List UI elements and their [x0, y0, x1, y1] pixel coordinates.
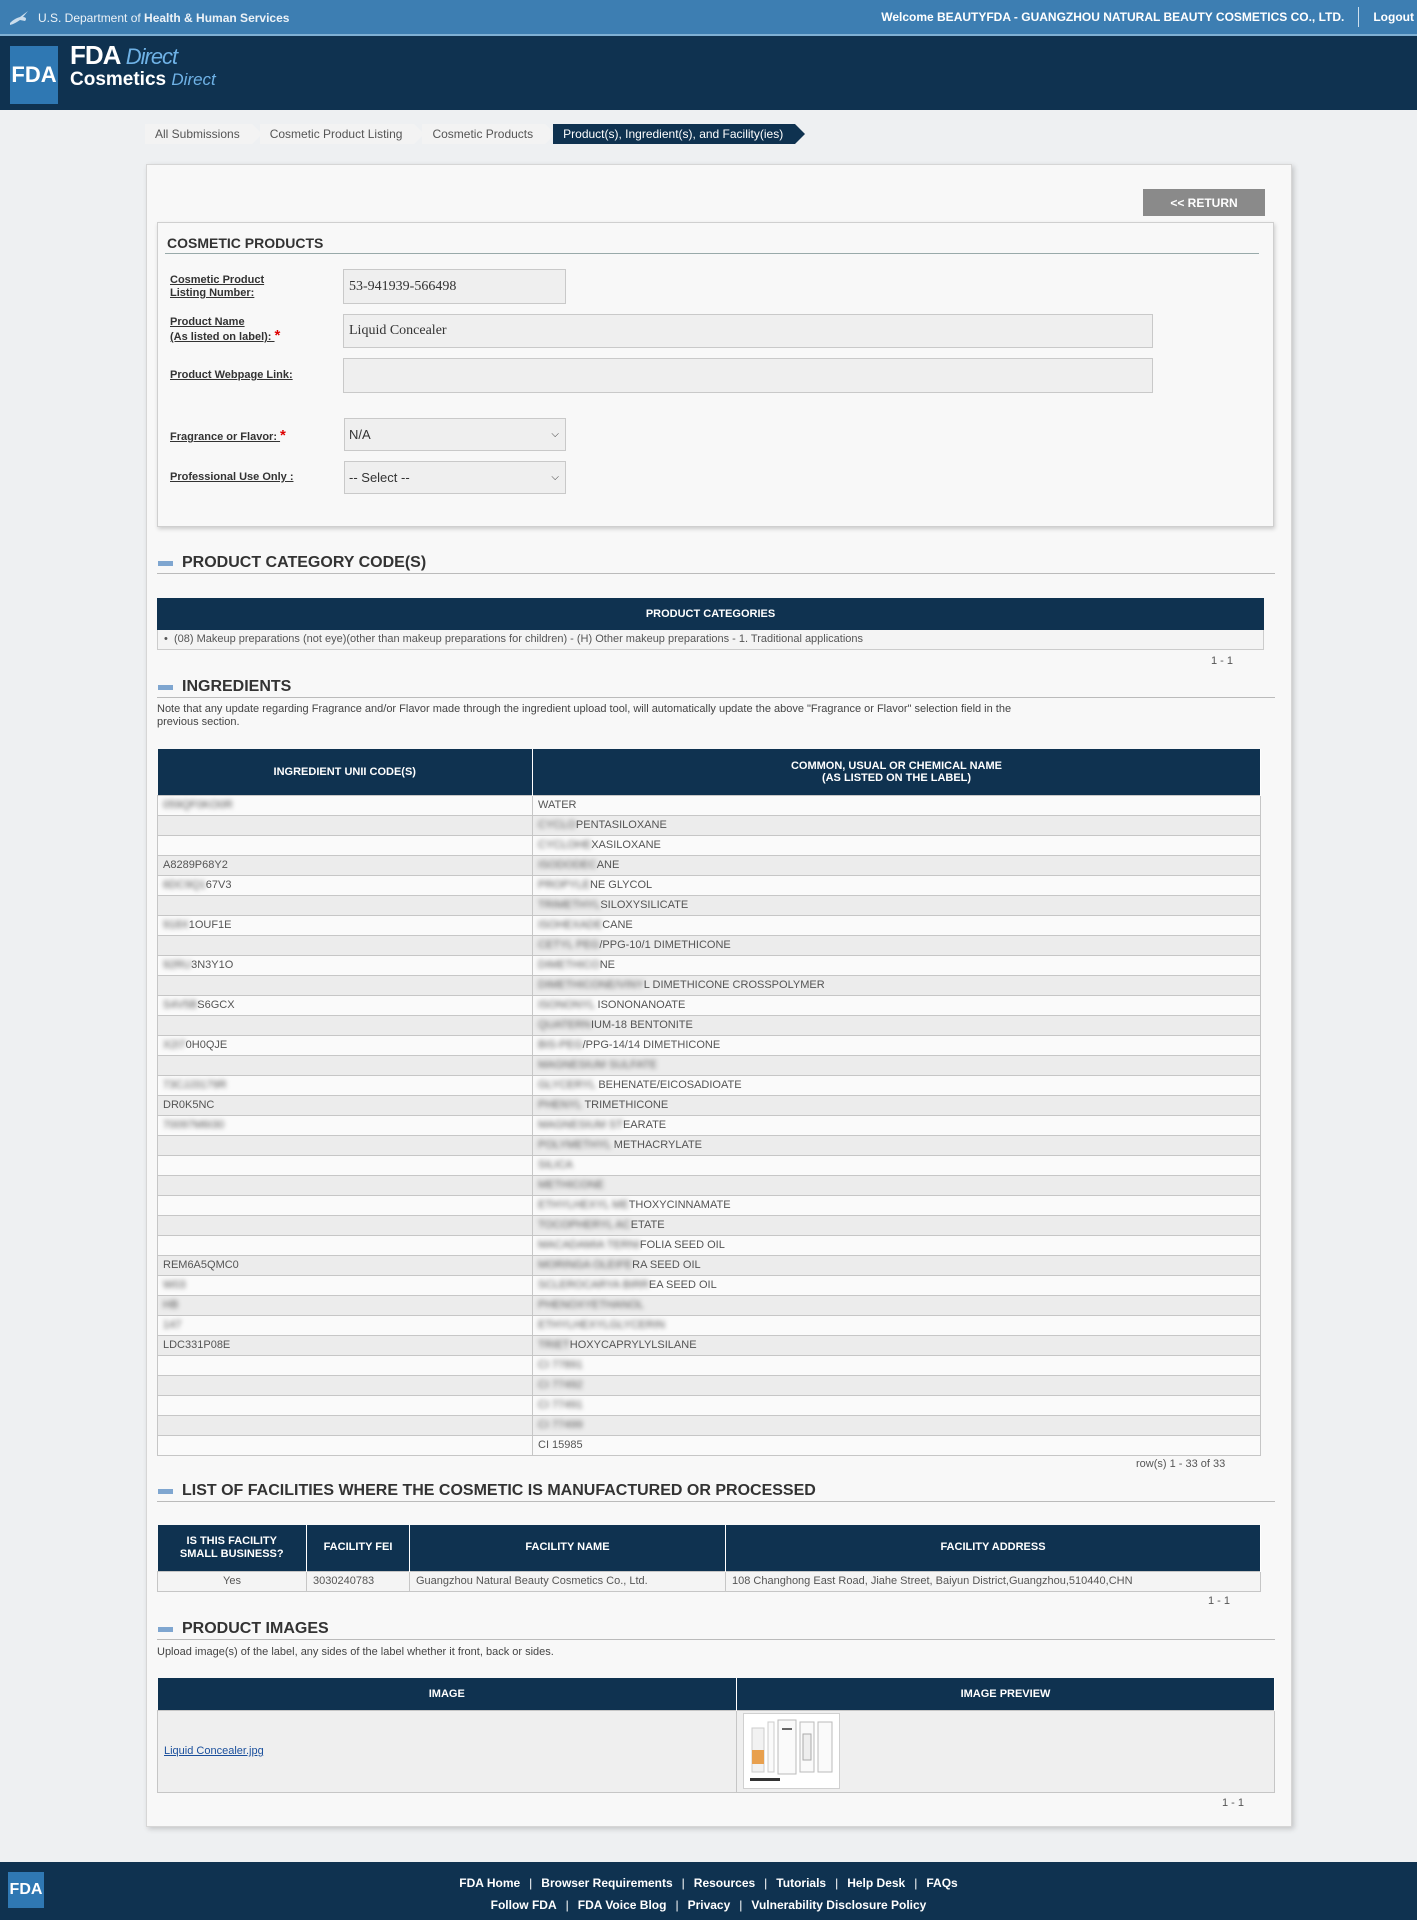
unii-code-cell: [158, 1155, 533, 1175]
table-row: [158, 1355, 1261, 1375]
footer-links-primary: FDA Home | Browser Requirements | Resources | Tutorials | Help Desk | FAQs: [459, 1876, 958, 1890]
table-row: [158, 1275, 1261, 1295]
professional-use-label: Professional Use Only :: [170, 471, 294, 483]
ingredient-name-cell: DIMETHICONE/VINYL DIMETHICONE CROSSPOLYMER: [533, 975, 1261, 995]
footer-link-browser-requirements[interactable]: Browser Requirements: [541, 1876, 673, 1890]
unii-code-cell: [158, 835, 533, 855]
breadcrumb-cosmetic-products[interactable]: Cosmetic Products: [422, 124, 545, 144]
table-row: [158, 1435, 1261, 1455]
ingredient-name-cell: GLYCERYL BEHENATE/EICOSADIOATE: [533, 1075, 1261, 1095]
ingredient-name-cell: CI 77491: [533, 1395, 1261, 1415]
facility-address-column-header: FACILITY ADDRESS: [726, 1525, 1261, 1571]
footer-link-fda-home[interactable]: FDA Home: [459, 1876, 521, 1890]
unii-code-cell: HB: [158, 1295, 533, 1315]
table-row: [158, 1571, 1261, 1591]
table-row: [158, 1175, 1261, 1195]
table-row: [158, 1195, 1261, 1215]
category-heading[interactable]: PRODUCT CATEGORY CODE(S): [158, 554, 426, 572]
cosmetic-products-title: COSMETIC PRODUCTS: [167, 235, 324, 251]
fragrance-select[interactable]: [344, 418, 566, 451]
ingredient-name-cell: CI 15985: [533, 1435, 1261, 1455]
fragrance-value: N/A: [349, 427, 371, 442]
unii-code-cell: [158, 1195, 533, 1215]
unii-code-cell: 6DC9Q167V3: [158, 875, 533, 895]
ingredient-name-cell: CI 77499: [533, 1415, 1261, 1435]
table-row: [158, 1375, 1261, 1395]
breadcrumb-cosmetic-product-listing[interactable]: Cosmetic Product Listing: [260, 124, 415, 144]
image-preview-column-header: IMAGE PREVIEW: [737, 1678, 1275, 1710]
table-row: [158, 1055, 1261, 1075]
table-row: [158, 1155, 1261, 1175]
table-row: [158, 1215, 1261, 1235]
footer-link-vulnerability-policy[interactable]: Vulnerability Disclosure Policy: [751, 1898, 927, 1912]
footer-fda-logo[interactable]: FDA: [8, 1872, 44, 1908]
table-row: [158, 1235, 1261, 1255]
list-item: • (08) Makeup preparations (not eye)(other than makeup preparations for children) - (H) Other makeup preparations - 1. Traditional applications: [157, 630, 1264, 650]
ingredient-name-cell: TOCOPHERYL ACETATE: [533, 1215, 1261, 1235]
table-row: [158, 975, 1261, 995]
unii-code-cell: [158, 1395, 533, 1415]
table-row: [158, 875, 1261, 895]
unii-code-cell: [158, 1015, 533, 1035]
breadcrumb-current: Product(s), Ingredient(s), and Facility(ies): [553, 124, 795, 144]
facilities-count: 1 - 1: [1208, 1595, 1231, 1607]
table-row: [158, 1015, 1261, 1035]
ingredient-name-cell: WATER: [533, 795, 1261, 815]
professional-use-value: -- Select --: [349, 470, 410, 485]
unii-code-cell: 70097M6I30: [158, 1115, 533, 1135]
hhs-prefix: U.S. Department of: [38, 11, 145, 25]
facility-address-cell: 108 Changhong East Road, Jiahe Street, Baiyun District,Guangzhou,510440,CHN: [726, 1571, 1261, 1591]
logo-direct: Direct: [125, 44, 178, 69]
table-row: [158, 1335, 1261, 1355]
unii-code-cell: [158, 935, 533, 955]
unii-code-cell: [158, 895, 533, 915]
ingredient-name-cell: BIS-PEG/PPG-14/14 DIMETHICONE: [533, 1035, 1261, 1055]
table-row: [158, 1395, 1261, 1415]
table-row: [158, 855, 1261, 875]
ingredient-name-cell: ETHYLHEXYLGLYCERIN: [533, 1315, 1261, 1335]
ingredient-name-cell: TRIETHOXYCAPRYLYLSILANE: [533, 1335, 1261, 1355]
hhs-bar: [0, 0, 1417, 34]
divider: [165, 253, 1259, 254]
unii-code-cell: REM6A5QMC0: [158, 1255, 533, 1275]
table-row: [158, 835, 1261, 855]
ingredient-name-cell: ETHYLHEXYL METHOXYCINNAMATE: [533, 1195, 1261, 1215]
unii-code-cell: 147: [158, 1315, 533, 1335]
ingredient-name-cell: METHICONE: [533, 1175, 1261, 1195]
ingredient-name-cell: CYCLOHEXASILOXANE: [533, 835, 1261, 855]
ingredients-table: [157, 749, 1261, 1456]
minus-icon[interactable]: [158, 1489, 173, 1494]
hhs-link[interactable]: [8, 9, 289, 27]
ingredient-name-cell: CI 77492: [533, 1375, 1261, 1395]
minus-icon[interactable]: [158, 1627, 173, 1632]
table-row: [158, 1710, 1275, 1792]
unii-code-cell: DR0K5NC: [158, 1095, 533, 1115]
return-button[interactable]: << RETURN: [1143, 189, 1265, 216]
ingredients-note: Note that any update regarding Fragrance and/or Flavor made through the ingredient upload tool, will automatically update the above "Fragrance or Flavor" selection field in the previous section.: [157, 703, 1012, 728]
table-row: [158, 1115, 1261, 1135]
table-row: [158, 915, 1261, 935]
divider: [1358, 7, 1359, 27]
table-row: [158, 815, 1261, 835]
images-heading[interactable]: PRODUCT IMAGES: [158, 1620, 329, 1638]
ingredient-name-cell: TRIMETHYLSILOXYSILICATE: [533, 895, 1261, 915]
table-row: [158, 1415, 1261, 1435]
welcome-text: Welcome BEAUTYFDA - GUANGZHOU NATURAL BEAUTY COSMETICS CO., LTD.: [881, 10, 1345, 24]
category-column-header: PRODUCT CATEGORIES: [157, 598, 1264, 630]
unii-code-cell: [158, 1135, 533, 1155]
unii-code-cell: [158, 1435, 533, 1455]
table-row: [158, 935, 1261, 955]
image-file-link[interactable]: Liquid Concealer.jpg: [164, 1745, 264, 1757]
facilities-table: [157, 1525, 1261, 1592]
facilities-heading[interactable]: LIST OF FACILITIES WHERE THE COSMETIC IS MANUFACTURED OR PROCESSED: [158, 1482, 816, 1500]
chevron-down-icon: ⌵: [551, 472, 559, 483]
table-row: [158, 1135, 1261, 1155]
table-row: [158, 995, 1261, 1015]
unii-code-cell: [158, 1055, 533, 1075]
images-note: Upload image(s) of the label, any sides of the label whether it front, back or sides.: [157, 1646, 554, 1658]
ingredient-name-cell: MAGNESIUM STEARATE: [533, 1115, 1261, 1135]
table-row: [158, 895, 1261, 915]
image-preview-thumbnail[interactable]: [743, 1713, 840, 1789]
unii-code-cell: 918X1OUF1E: [158, 915, 533, 935]
images-table: [157, 1678, 1275, 1793]
footer-link-help-desk[interactable]: Help Desk: [847, 1876, 906, 1890]
facility-name-cell: Guangzhou Natural Beauty Cosmetics Co., Ltd.: [410, 1571, 726, 1591]
ingredient-name-cell: CI 77891: [533, 1355, 1261, 1375]
footer-link-follow-fda[interactable]: Follow FDA: [490, 1898, 557, 1912]
unii-code-cell: 92RU3N3Y1O: [158, 955, 533, 975]
label-artwork: [744, 1714, 839, 1788]
footer-link-resources[interactable]: Resources: [693, 1876, 756, 1890]
table-row: [158, 1035, 1261, 1055]
ingredient-name-cell: QUATERNIUM-18 BENTONITE: [533, 1015, 1261, 1035]
ingredient-name-cell: PHENOXYETHANOL: [533, 1295, 1261, 1315]
ingredient-name-cell: ISONONYL ISONONANOATE: [533, 995, 1261, 1015]
required-mark: *: [280, 427, 286, 444]
facility-name-column-header: FACILITY NAME: [410, 1525, 726, 1571]
footer: [0, 1862, 1417, 1920]
product-name-label: Product Name (As listed on label): *: [170, 316, 281, 344]
ingredient-name-cell: SILICA: [533, 1155, 1261, 1175]
divider: [157, 1501, 1275, 1502]
unii-code-cell: [158, 1355, 533, 1375]
logo-cosmetics: Cosmetics: [70, 69, 167, 90]
required-mark: *: [274, 327, 281, 344]
unii-column-header: INGREDIENT UNII CODE(S): [158, 749, 533, 795]
fda-direct-logo[interactable]: [70, 42, 216, 89]
ingredient-name-cell: CETYL PEG/PPG-10/1 DIMETHICONE: [533, 935, 1261, 955]
ingredient-name-cell: ISODODECANE: [533, 855, 1261, 875]
name-column-header: COMMON, USUAL OR CHEMICAL NAME (AS LISTED ON THE LABEL): [533, 749, 1261, 795]
unii-code-cell: LDC331P08E: [158, 1335, 533, 1355]
ingredient-name-cell: CYCLOPENTASILOXANE: [533, 815, 1261, 835]
logout-link[interactable]: Logout: [1373, 10, 1414, 24]
small-business-cell: Yes: [158, 1571, 307, 1591]
webpage-link-field[interactable]: [343, 358, 1153, 393]
ingredients-count: row(s) 1 - 33 of 33: [1136, 1458, 1226, 1470]
footer-links-secondary: Follow FDA | FDA Voice Blog | Privacy | Vulnerability Disclosure Policy: [490, 1898, 927, 1912]
logo-fda: FDA: [70, 40, 120, 70]
ingredient-name-cell: MAGNESIUM SULFATE: [533, 1055, 1261, 1075]
breadcrumb: [145, 124, 803, 144]
chevron-down-icon: ⌵: [551, 429, 559, 440]
ingredient-name-cell: SCLEROCARYA BIRREA SEED OIL: [533, 1275, 1261, 1295]
category-count: 1 - 1: [1211, 655, 1234, 667]
divider: [157, 697, 1275, 698]
unii-code-cell: [158, 1415, 533, 1435]
hhs-strong: Health & Human Services: [144, 11, 290, 25]
unii-code-cell: [158, 815, 533, 835]
footer-link-tutorials[interactable]: Tutorials: [776, 1876, 827, 1890]
divider: [157, 1639, 1275, 1640]
minus-icon[interactable]: [158, 685, 173, 690]
brand-banner: [0, 34, 1417, 110]
listing-number-label: Cosmetic Product Listing Number:: [170, 274, 265, 299]
fei-column-header: FACILITY FEI: [307, 1525, 410, 1571]
fragrance-label: Fragrance or Flavor: *: [170, 427, 286, 444]
unii-code-cell: [158, 975, 533, 995]
professional-use-select[interactable]: [344, 461, 566, 494]
category-table: [157, 598, 1264, 650]
product-name-field[interactable]: Liquid Concealer: [343, 314, 1153, 348]
footer-link-privacy[interactable]: Privacy: [687, 1898, 731, 1912]
table-row: [158, 1315, 1261, 1335]
fda-logo[interactable]: FDA: [10, 46, 58, 104]
table-row: [158, 1075, 1261, 1095]
table-row: [158, 1255, 1261, 1275]
webpage-link-label: Product Webpage Link:: [170, 369, 293, 381]
table-row: [158, 1295, 1261, 1315]
fei-cell: 3030240783: [307, 1571, 410, 1591]
ingredient-name-cell: PHENYL TRIMETHICONE: [533, 1095, 1261, 1115]
ingredient-name-cell: PROPYLENE GLYCOL: [533, 875, 1261, 895]
logo-direct-2: Direct: [171, 70, 216, 89]
minus-icon[interactable]: [158, 561, 173, 566]
unii-code-cell: [158, 1175, 533, 1195]
ingredient-name-cell: ISOHEXADECANE: [533, 915, 1261, 935]
table-row: [158, 1095, 1261, 1115]
divider: [157, 573, 1275, 574]
footer-link-voice-blog[interactable]: FDA Voice Blog: [577, 1898, 667, 1912]
unii-code-cell: [158, 1235, 533, 1255]
small-business-column-header: IS THIS FACILITY SMALL BUSINESS?: [158, 1525, 307, 1571]
table-row: [158, 795, 1261, 815]
image-column-header: IMAGE: [158, 1678, 737, 1710]
unii-code-cell: 059QF0KO0R: [158, 795, 533, 815]
unii-code-cell: [158, 1375, 533, 1395]
unii-code-cell: 73CJJ3179R: [158, 1075, 533, 1095]
listing-number-field: 53-941939-566498: [343, 269, 566, 304]
unii-code-cell: A8289P68Y2: [158, 855, 533, 875]
ingredient-name-cell: DIMETHICONE: [533, 955, 1261, 975]
unii-code-cell: S4V5BS6GCX: [158, 995, 533, 1015]
footer-link-faqs[interactable]: FAQs: [926, 1876, 958, 1890]
unii-code-cell: X2I70H0QJE: [158, 1035, 533, 1055]
unii-code-cell: [158, 1215, 533, 1235]
breadcrumb-all-submissions[interactable]: All Submissions: [145, 124, 252, 144]
table-row: [158, 955, 1261, 975]
ingredient-name-cell: MACADAMIA TERNIFOLIA SEED OIL: [533, 1235, 1261, 1255]
ingredient-name-cell: MORINGA OLEIFERA SEED OIL: [533, 1255, 1261, 1275]
unii-code-cell: W03: [158, 1275, 533, 1295]
ingredients-heading[interactable]: INGREDIENTS: [158, 678, 291, 696]
images-count: 1 - 1: [1222, 1797, 1245, 1809]
ingredient-name-cell: POLYMETHYL METHACRYLATE: [533, 1135, 1261, 1155]
hhs-eagle-icon: [8, 9, 30, 27]
